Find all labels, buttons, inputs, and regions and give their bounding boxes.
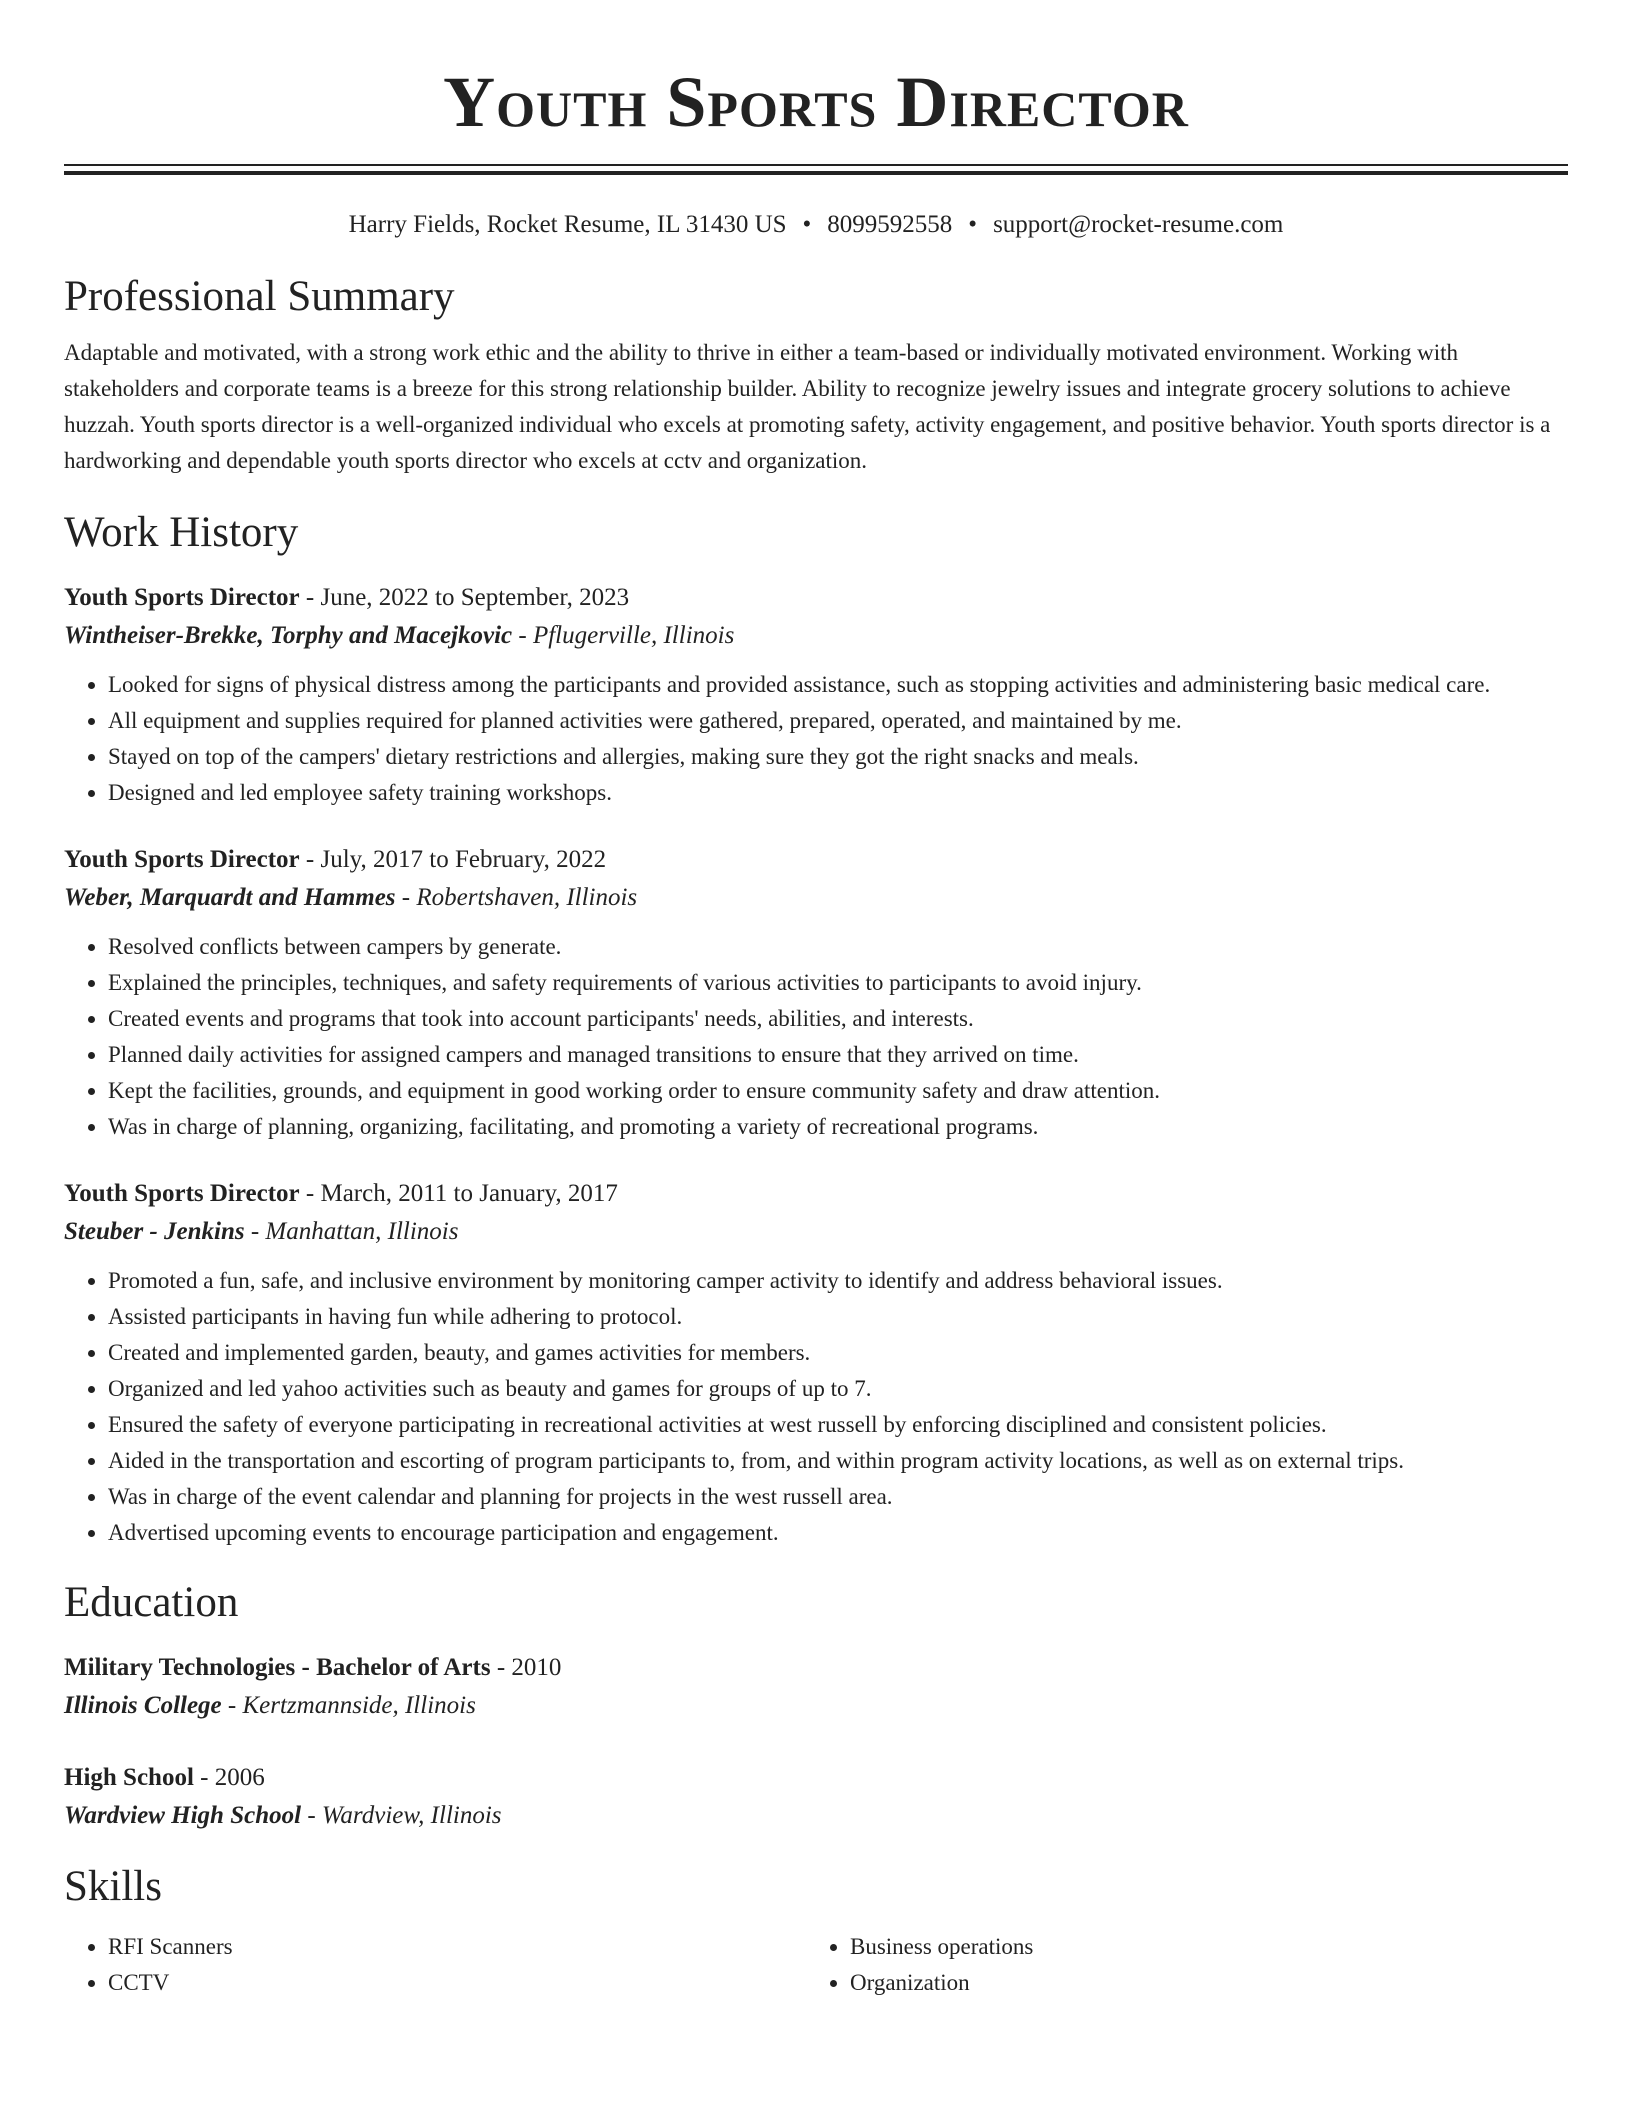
skills-list	[64, 1929, 1568, 2001]
job-dates: March, 2011 to January, 2017	[320, 1180, 618, 1207]
work-history-heading: Work History	[64, 509, 299, 556]
education-heading: Education	[64, 1579, 239, 1626]
list-item: • Resolved conflicts between campers by generate.	[108, 929, 1568, 965]
list-item: • Created and implemented garden, beauty, and games activities for members.	[108, 1335, 1568, 1371]
contact-separator: •	[968, 211, 978, 238]
summary-heading: Professional Summary	[64, 273, 455, 320]
job-company: Weber, Marquardt and Hammes	[64, 884, 396, 911]
list-item: • Kept the facilities, grounds, and equipment in good working order to ensure community safety and draw attention.	[108, 1073, 1568, 1109]
job-entry	[64, 1175, 1568, 1551]
skills-heading: Skills	[64, 1863, 162, 1910]
job-location: Robertshaven, Illinois	[416, 884, 638, 911]
education-location: Wardview, Illinois	[321, 1802, 502, 1829]
list-item: • All equipment and supplies required for planned activities were gathered, prepared, operated, and maintained by me.	[108, 703, 1568, 739]
job-title: Youth Sports Director	[64, 846, 300, 873]
list-item: • Aided in the transportation and escorting of program participants to, from, and within program activity locations, as well as on external trips.	[108, 1443, 1568, 1479]
education-degree: High School	[64, 1764, 194, 1791]
job-entry	[64, 579, 1568, 811]
job-title-line: Youth Sports Director - June, 2022 to September, 2023	[64, 584, 630, 611]
contact-email: support@rocket-resume.com	[993, 211, 1284, 238]
contact-address: Harry Fields, Rocket Resume, IL 31430 US	[348, 211, 787, 238]
education-school-line: Illinois College - Kertzmannside, Illinois	[64, 1692, 476, 1719]
job-location: Pflugerville, Illinois	[532, 622, 735, 649]
summary-text: Adaptable and motivated, with a strong work ethic and the ability to thrive in either a team-based or individually motivated environment. Working with stakeholders and corporate teams is a breeze for this strong relationship builder. Ability to recognize jewelry issues and integrate grocery solutions to achieve huzzah. Youth sports director is a well-organized individual who excels at promoting safety, activity engagement, and positive behavior. Youth sports director is a hardworking and dependable youth sports director who excels at cctv and organization.	[64, 340, 1551, 473]
list-item: • Created events and programs that took into account participants' needs, abilities, and interests.	[108, 1001, 1568, 1037]
job-company: Steuber - Jenkins	[64, 1218, 245, 1245]
education-entry	[64, 1759, 1568, 1835]
contact-separator: •	[802, 211, 812, 238]
education-degree: Military Technologies - Bachelor of Arts	[64, 1654, 491, 1681]
job-title-line: Youth Sports Director - July, 2017 to February, 2022	[64, 846, 607, 873]
education-school: Wardview High School	[64, 1802, 302, 1829]
job-company: Wintheiser-Brekke, Torphy and Macejkovic	[64, 622, 513, 649]
skills-column-left	[64, 1929, 806, 2001]
job-company-line: Weber, Marquardt and Hammes - Robertshaven, Illinois	[64, 884, 638, 911]
contact-line	[64, 208, 1568, 242]
job-dates: June, 2022 to September, 2023	[320, 584, 630, 611]
job-bullets	[64, 929, 1568, 1145]
resume-title: Youth Sports Director	[443, 62, 1189, 142]
education-degree-line: High School - 2006	[64, 1764, 265, 1791]
list-item: • Assisted participants in having fun while adhering to protocol.	[108, 1299, 1568, 1335]
job-location: Manhattan, Illinois	[265, 1218, 459, 1245]
skill-item: • CCTV	[108, 1965, 806, 2001]
list-item: • Was in charge of planning, organizing, facilitating, and promoting a variety of recreational programs.	[108, 1109, 1568, 1145]
education-location: Kertzmannside, Illinois	[242, 1692, 476, 1719]
job-company-line: Wintheiser-Brekke, Torphy and Macejkovic - Pflugerville, Illinois	[64, 622, 735, 649]
list-item: • Organized and led yahoo activities such as beauty and games for groups of up to 7.	[108, 1371, 1568, 1407]
list-item: • Ensured the safety of everyone participating in recreational activities at west russell by enforcing disciplined and consistent policies.	[108, 1407, 1568, 1443]
education-degree-line: Military Technologies - Bachelor of Arts - 2010	[64, 1654, 562, 1681]
education-year: 2006	[214, 1764, 265, 1791]
job-company-line: Steuber - Jenkins - Manhattan, Illinois	[64, 1218, 459, 1245]
list-item: • Promoted a fun, safe, and inclusive environment by monitoring camper activity to identify and address behavioral issues.	[108, 1263, 1568, 1299]
title-divider	[64, 164, 1568, 175]
list-item: • Looked for signs of physical distress among the participants and provided assistance, such as stopping activities and administering basic medical care.	[108, 667, 1568, 703]
skill-item: • RFI Scanners	[108, 1929, 806, 1965]
contact-phone: 8099592558	[827, 211, 953, 238]
list-item: • Stayed on top of the campers' dietary restrictions and allergies, making sure they got the right snacks and meals.	[108, 739, 1568, 775]
job-entry	[64, 841, 1568, 1145]
job-title: Youth Sports Director	[64, 584, 300, 611]
education-school-line: Wardview High School - Wardview, Illinois	[64, 1802, 502, 1829]
education-entry	[64, 1649, 1568, 1725]
list-item: • Planned daily activities for assigned campers and managed transitions to ensure that they arrived on time.	[108, 1037, 1568, 1073]
education-year: 2010	[511, 1654, 562, 1681]
list-item: • Designed and led employee safety training workshops.	[108, 775, 1568, 811]
skill-item: • Business operations	[850, 1929, 1548, 1965]
job-dates: July, 2017 to February, 2022	[320, 846, 607, 873]
list-item: • Explained the principles, techniques, and safety requirements of various activities to participants to avoid injury.	[108, 965, 1568, 1001]
job-bullets	[64, 1263, 1568, 1551]
list-item: • Advertised upcoming events to encourage participation and engagement.	[108, 1515, 1568, 1551]
skills-column-right	[806, 1929, 1548, 2001]
job-title-line: Youth Sports Director - March, 2011 to January, 2017	[64, 1180, 618, 1207]
list-item: • Was in charge of the event calendar and planning for projects in the west russell area.	[108, 1479, 1568, 1515]
job-title: Youth Sports Director	[64, 1180, 300, 1207]
education-school: Illinois College	[64, 1692, 222, 1719]
skill-item: • Organization	[850, 1965, 1548, 2001]
job-bullets	[64, 667, 1568, 811]
